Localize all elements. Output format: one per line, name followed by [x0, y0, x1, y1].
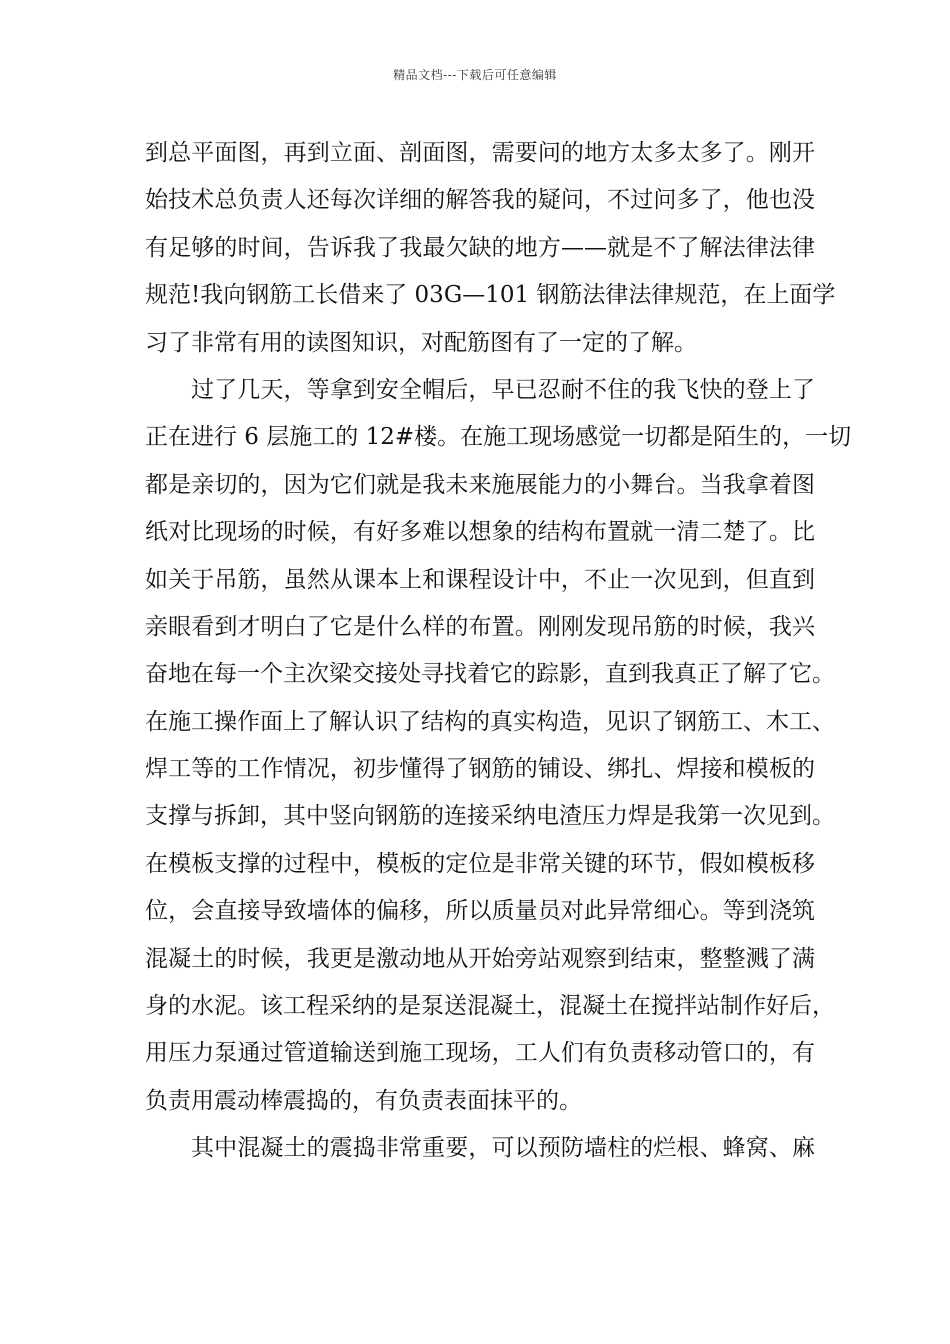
text-line: 身的水泥。该工程采纳的是泵送混凝土，混凝土在搅拌站制作好后， [145, 993, 835, 1020]
paragraph-1 [145, 130, 836, 367]
text-line: 用压力泵通过管道输送到施工现场，工人们有负责移动管口的，有 [145, 1040, 815, 1067]
text-line: 有足够的时间，告诉我了我最欠缺的地方——就是不了解法律法律 [145, 234, 815, 261]
page-header: 精品文档---下载后可任意编辑 [393, 68, 557, 82]
text-line: 混凝土的时候，我更是激动地从开始旁站观察到结束，整整溅了满 [145, 945, 815, 972]
text-line: 焊工等的工作情况，初步懂得了钢筋的铺设、绑扎、焊接和模板的 [145, 756, 815, 783]
text-line: 始技术总负责人还每次详细的解答我的疑问，不过问多了，他也没 [145, 187, 815, 214]
text-line: 奋地在每一个主次梁交接处寻找着它的踪影，直到我真正了解了它。 [145, 661, 835, 688]
text-line: 其中混凝土的震捣非常重要，可以预防墙柱的烂根、蜂窝、麻 [191, 1135, 815, 1162]
text-line: 在施工操作面上了解认识了结构的真实构造，见识了钢筋工、木工、 [145, 708, 835, 735]
text-line: 如关于吊筋，虽然从课本上和课程设计中，不止一次见到，但直到 [145, 566, 815, 593]
text-line: 过了几天，等拿到安全帽后，早已忍耐不住的我飞快的登上了 [191, 376, 815, 403]
text-line: 支撑与拆卸，其中竖向钢筋的连接采纳电渣压力焊是我第一次见到。 [145, 803, 835, 830]
text-line: 规范!我向钢筋工长借来了 03G—101 钢筋法律法律规范，在上面学 [145, 282, 836, 309]
text-line: 在模板支撑的过程中，模板的定位是非常关键的环节，假如模板移 [145, 850, 815, 877]
paragraph-3 [145, 1125, 815, 1172]
paragraph-2 [145, 367, 852, 1125]
text-line: 亲眼看到才明白了它是什么样的布置。刚刚发现吊筋的时候，我兴 [145, 613, 815, 640]
body-text [145, 130, 852, 1173]
text-line: 正在进行 6 层施工的 12#楼。在施工现场感觉一切都是陌生的，一切 [145, 424, 852, 451]
text-line: 纸对比现场的时候，有好多难以想象的结构布置就一清二楚了。比 [145, 519, 815, 546]
text-line: 到总平面图，再到立面、剖面图，需要问的地方太多太多了。刚开 [145, 140, 815, 166]
text-line: 位，会直接导致墙体的偏移，所以质量员对此异常细心。等到浇筑 [145, 898, 815, 925]
text-line: 习了非常有用的读图知识，对配筋图有了一定的了解。 [145, 329, 697, 356]
text-line: 都是亲切的，因为它们就是我未来施展能力的小舞台。当我拿着图 [145, 471, 815, 498]
text-line: 负责用震动棒震捣的，有负责表面抹平的。 [145, 1087, 582, 1114]
